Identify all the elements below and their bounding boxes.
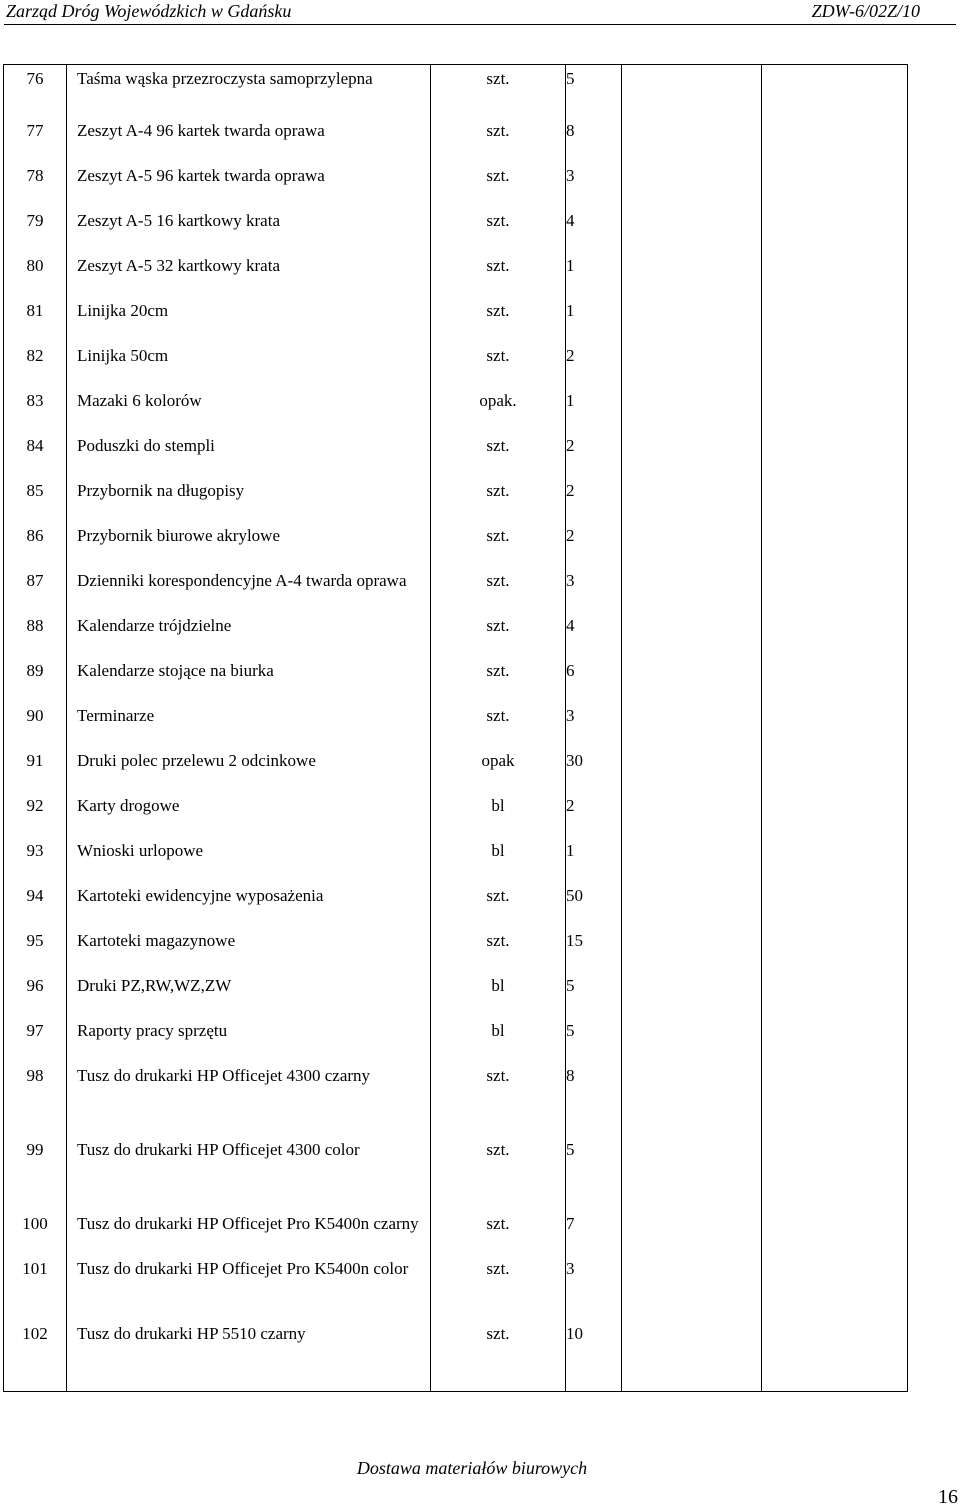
row-number-cell: 83 [4,387,67,432]
item-name-cell: Tusz do drukarki HP Officejet Pro K5400n color [67,1255,431,1320]
empty-cell [622,432,762,477]
item-name-cell: Druki PZ,RW,WZ,ZW [67,972,431,1017]
item-name-cell: Wnioski urlopowe [67,837,431,882]
empty-cell [622,657,762,702]
unit-cell: szt. [431,882,566,927]
row-number-cell: 98 [4,1062,67,1136]
table-row [4,162,908,207]
unit-cell: szt. [431,1136,566,1210]
unit-cell: szt. [431,927,566,972]
unit-cell: szt. [431,117,566,162]
quantity-cell: 8 [566,1062,622,1136]
empty-cell [622,162,762,207]
empty-cell [762,1062,908,1136]
empty-cell [622,117,762,162]
row-number-cell: 84 [4,432,67,477]
table-row [4,342,908,387]
empty-cell [762,162,908,207]
table-row [4,1210,908,1255]
row-number-cell: 92 [4,792,67,837]
quantity-cell: 2 [566,432,622,477]
table-row [4,1255,908,1320]
empty-cell [622,747,762,792]
quantity-cell: 1 [566,837,622,882]
table-row [4,117,908,162]
empty-cell [762,1136,908,1210]
quantity-cell: 8 [566,117,622,162]
empty-cell [622,567,762,612]
empty-cell [762,522,908,567]
unit-cell: szt. [431,297,566,342]
unit-cell: bl [431,837,566,882]
row-number-cell: 81 [4,297,67,342]
table-row [4,792,908,837]
table-row [4,657,908,702]
item-name-cell: Zeszyt A-4 96 kartek twarda oprawa [67,117,431,162]
unit-cell: szt. [431,702,566,747]
row-number-cell: 90 [4,702,67,747]
item-name-cell: Tusz do drukarki HP Officejet 4300 color [67,1136,431,1210]
item-name-cell: Linijka 50cm [67,342,431,387]
empty-cell [622,1210,762,1255]
empty-cell [622,882,762,927]
item-name-cell: Linijka 20cm [67,297,431,342]
empty-cell [622,792,762,837]
row-number-cell: 87 [4,567,67,612]
empty-cell [622,702,762,747]
quantity-cell: 5 [566,1017,622,1062]
unit-cell: opak [431,747,566,792]
row-number-cell: 91 [4,747,67,792]
items-table [3,64,908,1392]
quantity-cell: 2 [566,792,622,837]
item-name-cell: Zeszyt A-5 16 kartkowy krata [67,207,431,252]
empty-cell [762,972,908,1017]
empty-cell [762,342,908,387]
item-name-cell: Kartoteki magazynowe [67,927,431,972]
table-row [4,972,908,1017]
unit-cell: szt. [431,522,566,567]
empty-cell [622,972,762,1017]
row-number-cell: 85 [4,477,67,522]
empty-cell [762,612,908,657]
item-name-cell: Mazaki 6 kolorów [67,387,431,432]
empty-cell [622,927,762,972]
item-name-cell: Terminarze [67,702,431,747]
quantity-cell: 1 [566,387,622,432]
unit-cell: szt. [431,477,566,522]
empty-cell [762,1017,908,1062]
empty-cell [762,387,908,432]
item-name-cell: Dzienniki korespondencyjne A-4 twarda oprawa [67,567,431,612]
row-number-cell: 96 [4,972,67,1017]
table-row [4,612,908,657]
unit-cell: szt. [431,432,566,477]
item-name-cell: Tusz do drukarki HP 5510 czarny [67,1320,431,1392]
item-name-cell: Kartoteki ewidencyjne wyposażenia [67,882,431,927]
table-row [4,432,908,477]
quantity-cell: 30 [566,747,622,792]
table-row [4,477,908,522]
item-name-cell: Kalendarze stojące na biurka [67,657,431,702]
empty-cell [762,207,908,252]
empty-cell [762,252,908,297]
item-name-cell: Raporty pracy sprzętu [67,1017,431,1062]
quantity-cell: 3 [566,567,622,612]
row-number-cell: 80 [4,252,67,297]
unit-cell: bl [431,1017,566,1062]
item-name-cell: Przybornik na długopisy [67,477,431,522]
quantity-cell: 1 [566,297,622,342]
item-name-cell: Kalendarze trójdzielne [67,612,431,657]
empty-cell [762,65,908,117]
table-row [4,252,908,297]
row-number-cell: 78 [4,162,67,207]
empty-cell [622,1017,762,1062]
item-name-cell: Zeszyt A-5 96 kartek twarda oprawa [67,162,431,207]
row-number-cell: 79 [4,207,67,252]
empty-cell [762,702,908,747]
empty-cell [762,837,908,882]
unit-cell: szt. [431,1320,566,1392]
empty-cell [622,1136,762,1210]
empty-cell [762,1210,908,1255]
row-number-cell: 89 [4,657,67,702]
table-row [4,387,908,432]
unit-cell: szt. [431,1210,566,1255]
table-row [4,65,908,117]
row-number-cell: 76 [4,65,67,117]
empty-cell [762,477,908,522]
row-number-cell: 100 [4,1210,67,1255]
empty-cell [762,882,908,927]
table-row [4,837,908,882]
table-row [4,1136,908,1210]
empty-cell [622,522,762,567]
empty-cell [762,927,908,972]
quantity-cell: 3 [566,702,622,747]
footer-title: Dostawa materiałów biurowych [356,1458,588,1478]
empty-cell [622,342,762,387]
table-row [4,1320,908,1392]
item-name-cell: Tusz do drukarki HP Officejet Pro K5400n czarny [67,1210,431,1255]
quantity-cell: 1 [566,252,622,297]
item-name-cell: Zeszyt A-5 32 kartkowy krata [67,252,431,297]
row-number-cell: 94 [4,882,67,927]
table-row [4,567,908,612]
unit-cell: szt. [431,1255,566,1320]
empty-cell [762,792,908,837]
table-row [4,207,908,252]
quantity-cell: 5 [566,972,622,1017]
row-number-cell: 101 [4,1255,67,1320]
table-row [4,747,908,792]
item-name-cell: Taśma wąska przezroczysta samoprzylepna [67,65,431,117]
table-row [4,702,908,747]
unit-cell: szt. [431,162,566,207]
unit-cell: szt. [431,342,566,387]
quantity-cell: 7 [566,1210,622,1255]
quantity-cell: 3 [566,162,622,207]
empty-cell [762,117,908,162]
item-name-cell: Druki polec przelewu 2 odcinkowe [67,747,431,792]
quantity-cell: 5 [566,65,622,117]
empty-cell [622,387,762,432]
quantity-cell: 4 [566,207,622,252]
unit-cell: szt. [431,657,566,702]
empty-cell [622,1062,762,1136]
row-number-cell: 97 [4,1017,67,1062]
item-name-cell: Poduszki do stempli [67,432,431,477]
empty-cell [622,477,762,522]
empty-cell [762,1320,908,1392]
table-row [4,882,908,927]
item-name-cell: Przybornik biurowe akrylowe [67,522,431,567]
unit-cell: szt. [431,252,566,297]
unit-cell: szt. [431,612,566,657]
quantity-cell: 6 [566,657,622,702]
quantity-cell: 10 [566,1320,622,1392]
empty-cell [622,207,762,252]
quantity-cell: 50 [566,882,622,927]
items-table-body [4,65,908,1392]
quantity-cell: 2 [566,522,622,567]
table-row [4,522,908,567]
row-number-cell: 99 [4,1136,67,1210]
empty-cell [622,65,762,117]
row-number-cell: 102 [4,1320,67,1392]
row-number-cell: 86 [4,522,67,567]
empty-cell [762,657,908,702]
unit-cell: szt. [431,567,566,612]
table-row [4,927,908,972]
quantity-cell: 15 [566,927,622,972]
empty-cell [762,432,908,477]
quantity-cell: 2 [566,477,622,522]
item-name-cell: Karty drogowe [67,792,431,837]
unit-cell: bl [431,972,566,1017]
row-number-cell: 95 [4,927,67,972]
empty-cell [622,612,762,657]
quantity-cell: 3 [566,1255,622,1320]
item-name-cell: Tusz do drukarki HP Officejet 4300 czarny [67,1062,431,1136]
empty-cell [622,252,762,297]
page-header [0,0,960,26]
header-rule [4,24,956,25]
page-number: 16 [938,1486,958,1508]
table-row [4,297,908,342]
unit-cell: bl [431,792,566,837]
table-row [4,1017,908,1062]
quantity-cell: 4 [566,612,622,657]
row-number-cell: 82 [4,342,67,387]
empty-cell [622,297,762,342]
empty-cell [762,297,908,342]
unit-cell: szt. [431,1062,566,1136]
empty-cell [762,567,908,612]
empty-cell [622,837,762,882]
table-row [4,1062,908,1136]
row-number-cell: 88 [4,612,67,657]
quantity-cell: 2 [566,342,622,387]
unit-cell: szt. [431,207,566,252]
unit-cell: opak. [431,387,566,432]
quantity-cell: 5 [566,1136,622,1210]
document-reference: ZDW-6/02Z/10 [811,1,920,21]
empty-cell [622,1255,762,1320]
unit-cell: szt. [431,65,566,117]
empty-cell [622,1320,762,1392]
empty-cell [762,1255,908,1320]
row-number-cell: 77 [4,117,67,162]
empty-cell [762,747,908,792]
row-number-cell: 93 [4,837,67,882]
organization-name: Zarząd Dróg Wojewódzkich w Gdańsku [6,1,292,21]
